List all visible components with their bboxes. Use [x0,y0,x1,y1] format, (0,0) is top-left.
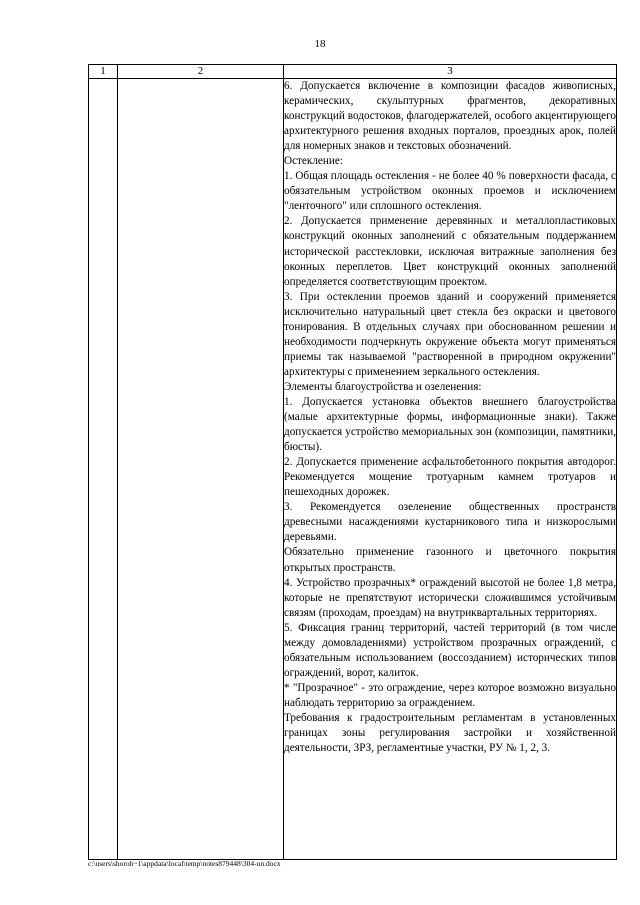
paragraph-glass-color: 3. При остеклении проемов зданий и сооружений применяется исключительно натуральный цвет стекла без окраски и цветового тонирования. В отдельных случаях при обоснованном решении и необходимости подчеркнуть окружение объекта могут применяться приемы так называемой "растворенной в природном окружении" архитектуры с применением зеркального остекления. [284,290,616,378]
paragraph-glazing-area: 1. Общая площадь остекления - не более 40 % поверхности фасада, с обязательным устройством оконных проемов и исключением "ленточного" или сплошного остекления. [284,170,616,213]
heading-landscaping: Элементы благоустройства и озеленения: [284,380,482,393]
paragraph-transparent-note: * "Прозрачное" - это ограждение, через которое возможно визуально наблюдать территорию за ограждением. [284,681,616,709]
paragraph-external-objects: 1. Допускается установка объектов внешнего благоустройства (малые архитектурные формы, информационные знаки). Также допускается устройство мемориальных зон (композиции, памятники, бюсты). [284,395,616,454]
paragraph-regulation-requirements: Требования к градостроительным регламентам в установленных границах зоны регулирования застройки и хозяйственной деятельности, ЗРЗ, регламентные участки, РУ № 1, 2, 3. [284,711,616,755]
table-row [89,79,617,860]
column-header-3: 3 [284,65,617,79]
paragraph-asphalt: 2. Допускается применение асфальтобетонного покрытия автодорог. Рекомендуется мощение тротуарным камнем тротуаров и пешеходных дорожек. [284,456,616,499]
heading-glazing: Остекление: [284,155,343,168]
column-header-1: 1 [89,65,118,79]
cell-column-3 [284,79,617,860]
paragraph-boundary-fixing: 5. Фиксация границ территорий, частей территорий (в том числе между домовладениями) устройством прозрачных ограждений, с обязательным использованием (воссозданием) исторических типов ограждений, ворот, калиток. [284,621,616,679]
paragraph-greenery: 3. Рекомендуется озеленение общественных пространств древесными насаждениями кустарникового типа и низкорослыми деревьями. [284,501,616,544]
regulation-table [88,64,617,860]
paragraph-facade-inclusions: 6. Допускается включение в композиции фасадов живописных, керамических, скульптурных фрагментов, декоративных конструкций водостоков, флагодержателей, особого акцентирующего архитектурного решения входных порталов, проездных арок, полей для номерных знаков и текстовых обозначений. [284,80,616,153]
footer-file-path: c:\users\shoroh~1\appdata\local\temp\notes879448\304-un.docx [88,859,281,868]
page-number: 18 [314,38,326,50]
table-header-row [89,65,617,79]
paragraph-window-frames: 2. Допускается применение деревянных и металлопластиковых конструкций оконных заполнений с обязательным поддержанием исторической расстекловки, исключая витражные заполнения без оконных переплетов. Цвет конструкций оконных заполнений определяется соответствующим проектом. [284,215,616,288]
column-header-2: 2 [118,65,284,79]
cell-column-1 [89,79,118,860]
paragraph-transparent-fences: 4. Устройство прозрачных* ограждений высотой не более 1,8 метра, которые не препятствуют исторически сложившимся устойчивым связям (проходам, проездам) на внутриквартальных территориях. [284,576,616,619]
paragraph-lawn: Обязательно применение газонного и цветочного покрытия открытых пространств. [284,546,616,574]
cell-column-2 [118,79,284,860]
